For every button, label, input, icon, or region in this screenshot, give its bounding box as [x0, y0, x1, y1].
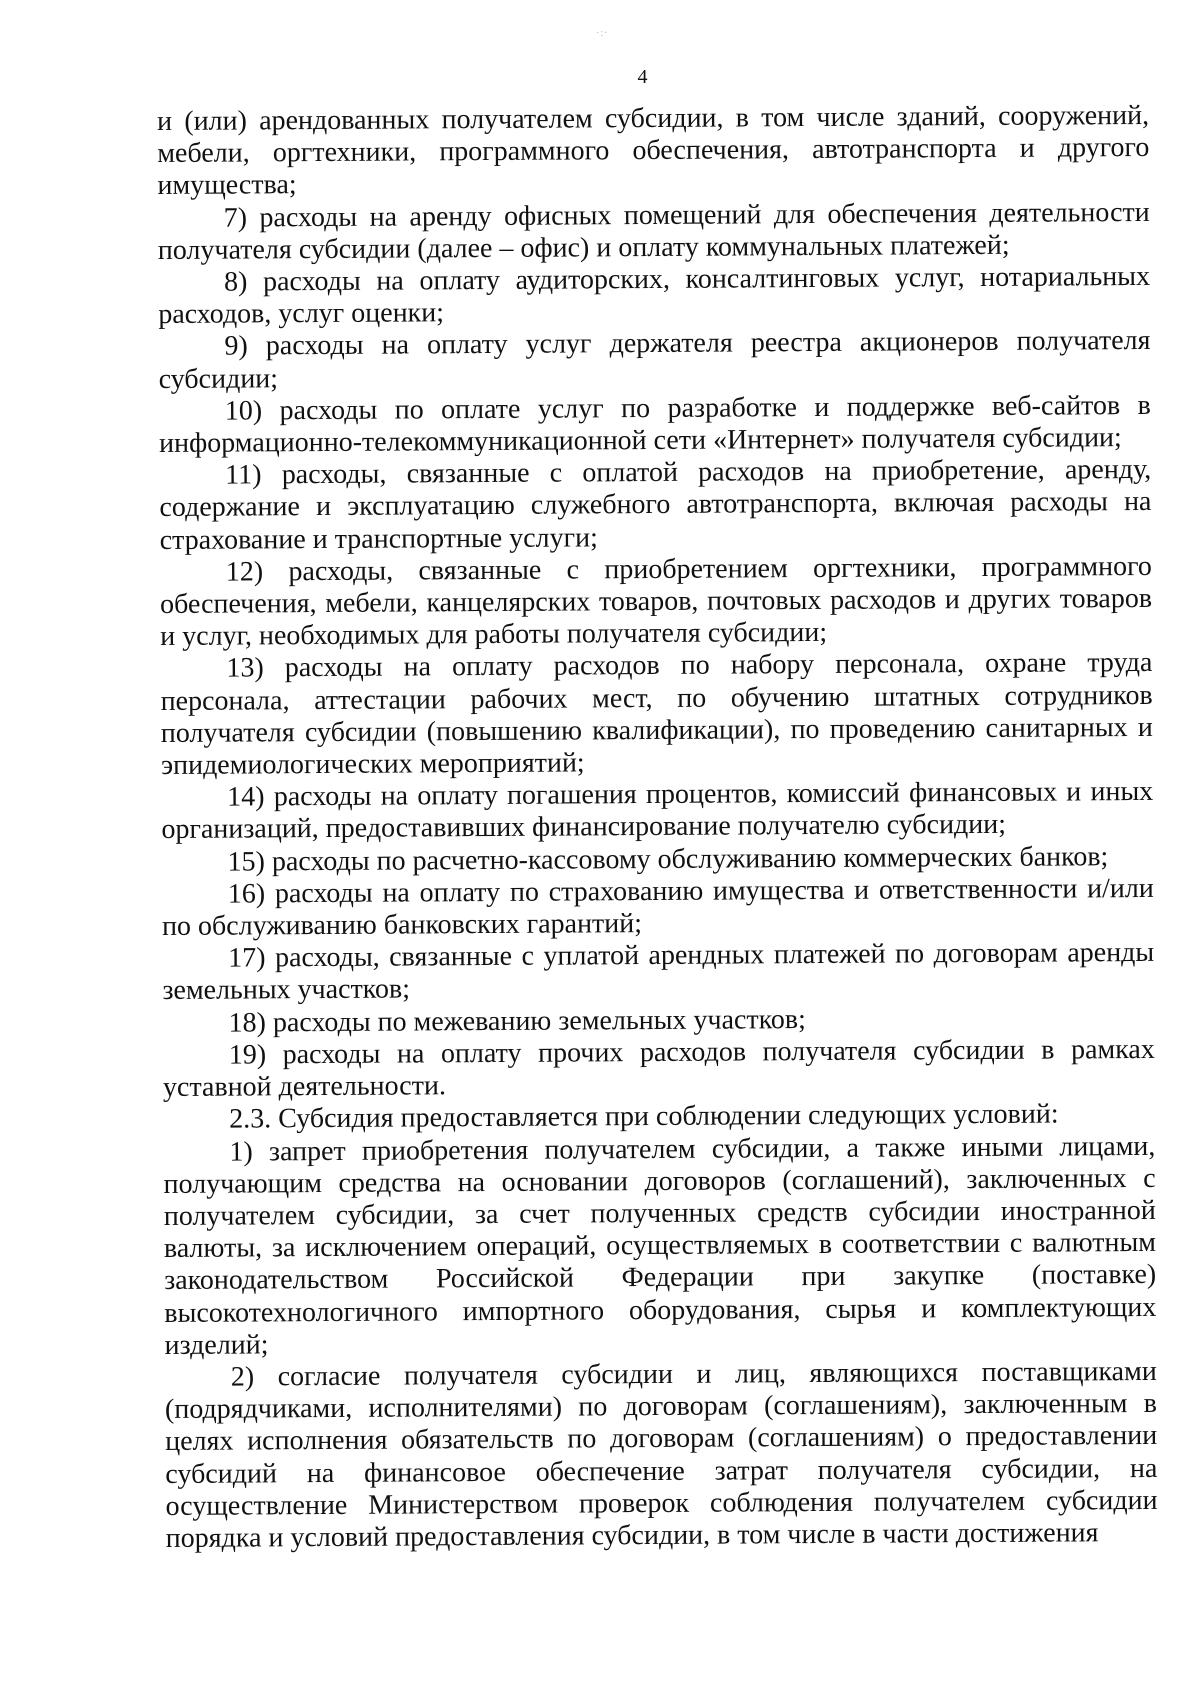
paragraph-item-11: 11) расходы, связанные с оплатой расходов на приобретение, аренду, содержание и эксплуатацию служебного автотранспорта, включая расходы на страхование и транспортные услуги; [159, 454, 1152, 556]
scan-mark: ·:· [596, 28, 609, 39]
paragraph-item-13: 13) расходы на оплату расходов по набору персонала, охране труда персонала, аттестации рабочих мест, по обучению штатных сотрудников получателя субсидии (повышению квалификации), по проведению санитарных и эпидемиологических мероприятий; [160, 647, 1153, 782]
section-2-3-heading: 2.3. Субсидия предоставляется при соблюдении следующих условий: [229, 1098, 1059, 1135]
condition-item-1: 1) запрет приобретения получателем субсидии, а также иными лицами, получающим средства на основании договоров (соглашений), заключенных с получателем субсидии, за счет полученных средств субсидии иностранной валюты, за исключением операций, осуществляемых в соответствии с валютным законодательством Российской Федерации при закупке (поставке) высокотехнологичного импортного оборудования, сырья и комплектующих изделий; [163, 1130, 1157, 1361]
condition-item-2: 2) согласие получателя субсидии и лиц, являющихся поставщиками (подрядчиками, исполнителями) по договорам (соглашениям), заключенным в целях исполнения обязательств по договорам (соглашениям) о предоставлении субсидий на финансовое обеспечение затрат получателя субсидии, на осуществление Министерством проверок соблюдения получателем субсидии порядка и условий предоставления субсидии, в том числе в части достижения [164, 1355, 1158, 1554]
paragraph-item-14: 14) расходы на оплату погашения процентов, комиссий финансовых и иных организаций, предоставивших финансирование получателю субсидии; [161, 776, 1154, 846]
page-number: 4 [637, 66, 648, 88]
paragraph-item-9: 9) расходы на оплату услуг держателя реестра акционеров получателя субсидии; [158, 325, 1151, 395]
paragraph-item-19: 19) расходы на оплату прочих расходов получателя субсидии в рамках уставной деятельности. [162, 1033, 1155, 1104]
paragraph-item-12: 12) расходы, связанные с приобретением оргтехники, программного обеспечения, мебели, канцелярских товаров, почтовых расходов и других товаров и услуг, необходимых для работы получателя субсидии; [159, 550, 1153, 653]
paragraph-item-16: 16) расходы на оплату по страхованию имущества и ответственности и/или по обслуживанию банковских гарантий; [161, 872, 1154, 943]
paragraph-continuation: и (или) арендованных получателем субсидии, в том числе зданий, сооружений, мебели, оргтехники, программного обеспечения, автотранспорта и другого имущества; [157, 99, 1150, 202]
paragraph-item-7: 7) расходы на аренду офисных помещений для обеспечения деятельности получателя субсидии (далее – офис) и оплату коммунальных платежей; [157, 196, 1150, 266]
paragraph-item-15: 15) расходы по расчетно-кассовому обслуживанию коммерческих банков; [227, 840, 1109, 878]
paragraph-item-8: 8) расходы на оплату аудиторских, консалтинговых услуг, нотариальных расходов, услуг оценки; [158, 260, 1151, 331]
paragraph-item-18: 18) расходы по межеванию земельных участков; [228, 1003, 806, 1039]
paragraph-item-17: 17) расходы, связанные с уплатой арендных платежей по договорам аренды земельных участков; [162, 937, 1155, 1007]
document-body [157, 100, 1158, 1555]
paragraph-item-10: 10) расходы по оплате услуг по разработке и поддержке веб-сайтов в информационно-телекоммуникационной сети «Интернет» получателя субсидии; [158, 389, 1151, 460]
